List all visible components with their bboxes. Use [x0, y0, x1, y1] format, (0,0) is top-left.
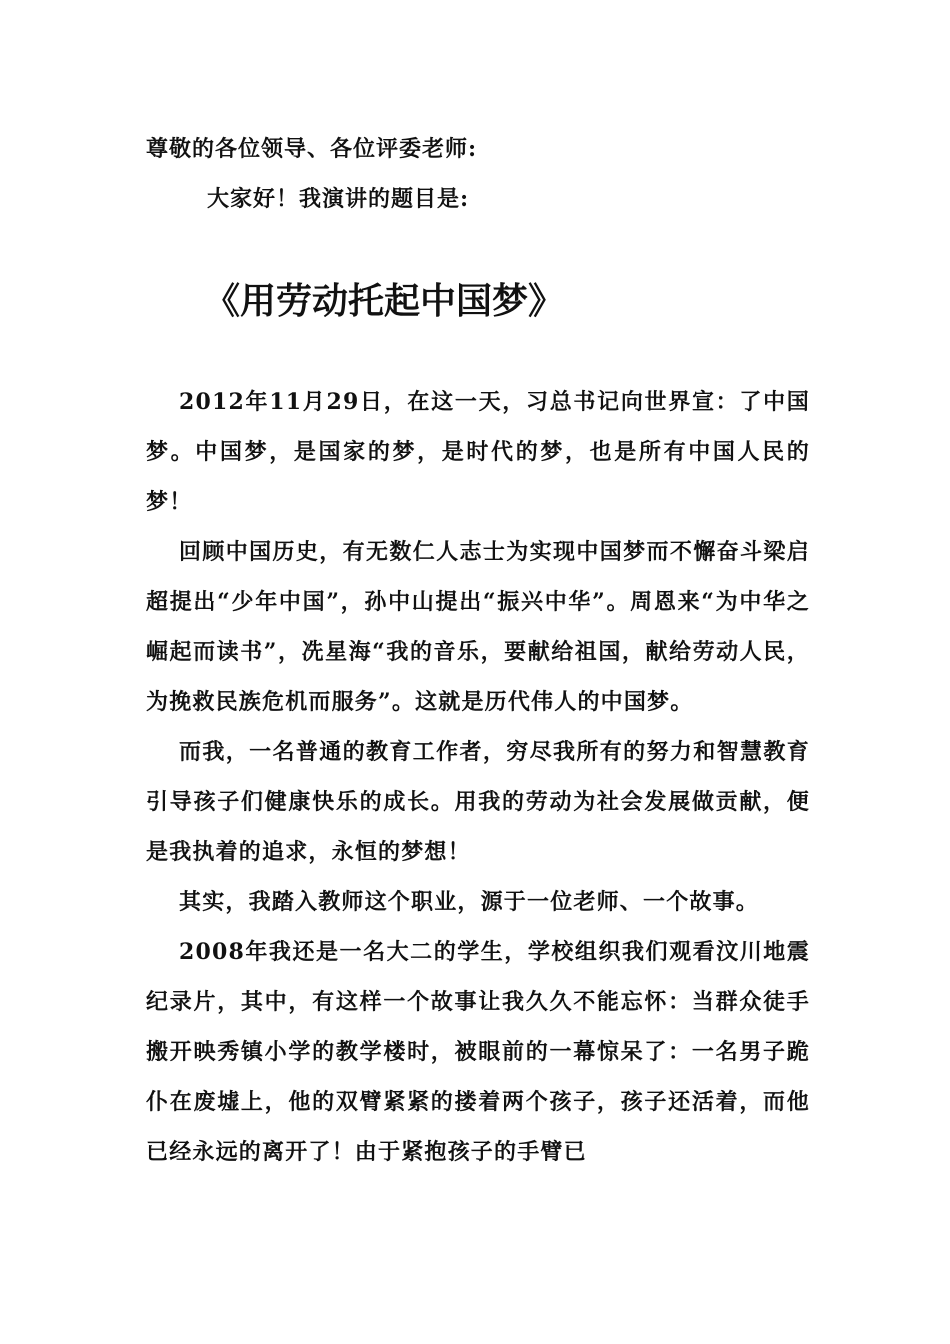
speech-body — [146, 377, 810, 1177]
paragraph: 2008年我还是一名大二的学生，学校组织我们观看汶川地震纪录片，其中，有这样一个故事让我久久不能忘怀：当群众徒手搬开映秀镇小学的教学楼时，被眼前的一幕惊呆了：一名男子跪仆在废墟上，他的双臂紧紧的搂着两个孩子，孩子还活着，而他已经永远的离开了！由于紧抱孩子的手臂已 — [146, 939, 810, 1165]
salutation: 尊敬的各位领导、各位评委老师: — [146, 136, 478, 162]
paragraph: 而我，一名普通的教育工作者，穷尽我所有的努力和智慧教育引导孩子们健康快乐的成长。用我的劳动为社会发展做贡献，便是我执着的追求，永恒的梦想！ — [146, 739, 810, 865]
paragraph: 其实，我踏入教师这个职业，源于一位老师、一个故事。 — [179, 889, 760, 915]
speech-title: 《用劳动托起中国梦》 — [204, 280, 565, 322]
paragraph: 回顾中国历史，有无数仁人志士为实现中国梦而不懈奋斗梁启超提出“少年中国”，孙中山提出“振兴中华”。周恩来“为中华之崛起而读书”，冼星海“我的音乐，要献给祖国，献给劳动人民，为挽救民族危机而服务”。这就是历代伟人的中国梦。 — [146, 539, 810, 715]
paragraph: 2012年11月29日，在这一天，习总书记向世界宣：了中国梦。中国梦，是国家的梦，是时代的梦，也是所有中国人民的梦！ — [146, 389, 810, 515]
greeting: 大家好！我演讲的题目是: — [207, 186, 470, 212]
